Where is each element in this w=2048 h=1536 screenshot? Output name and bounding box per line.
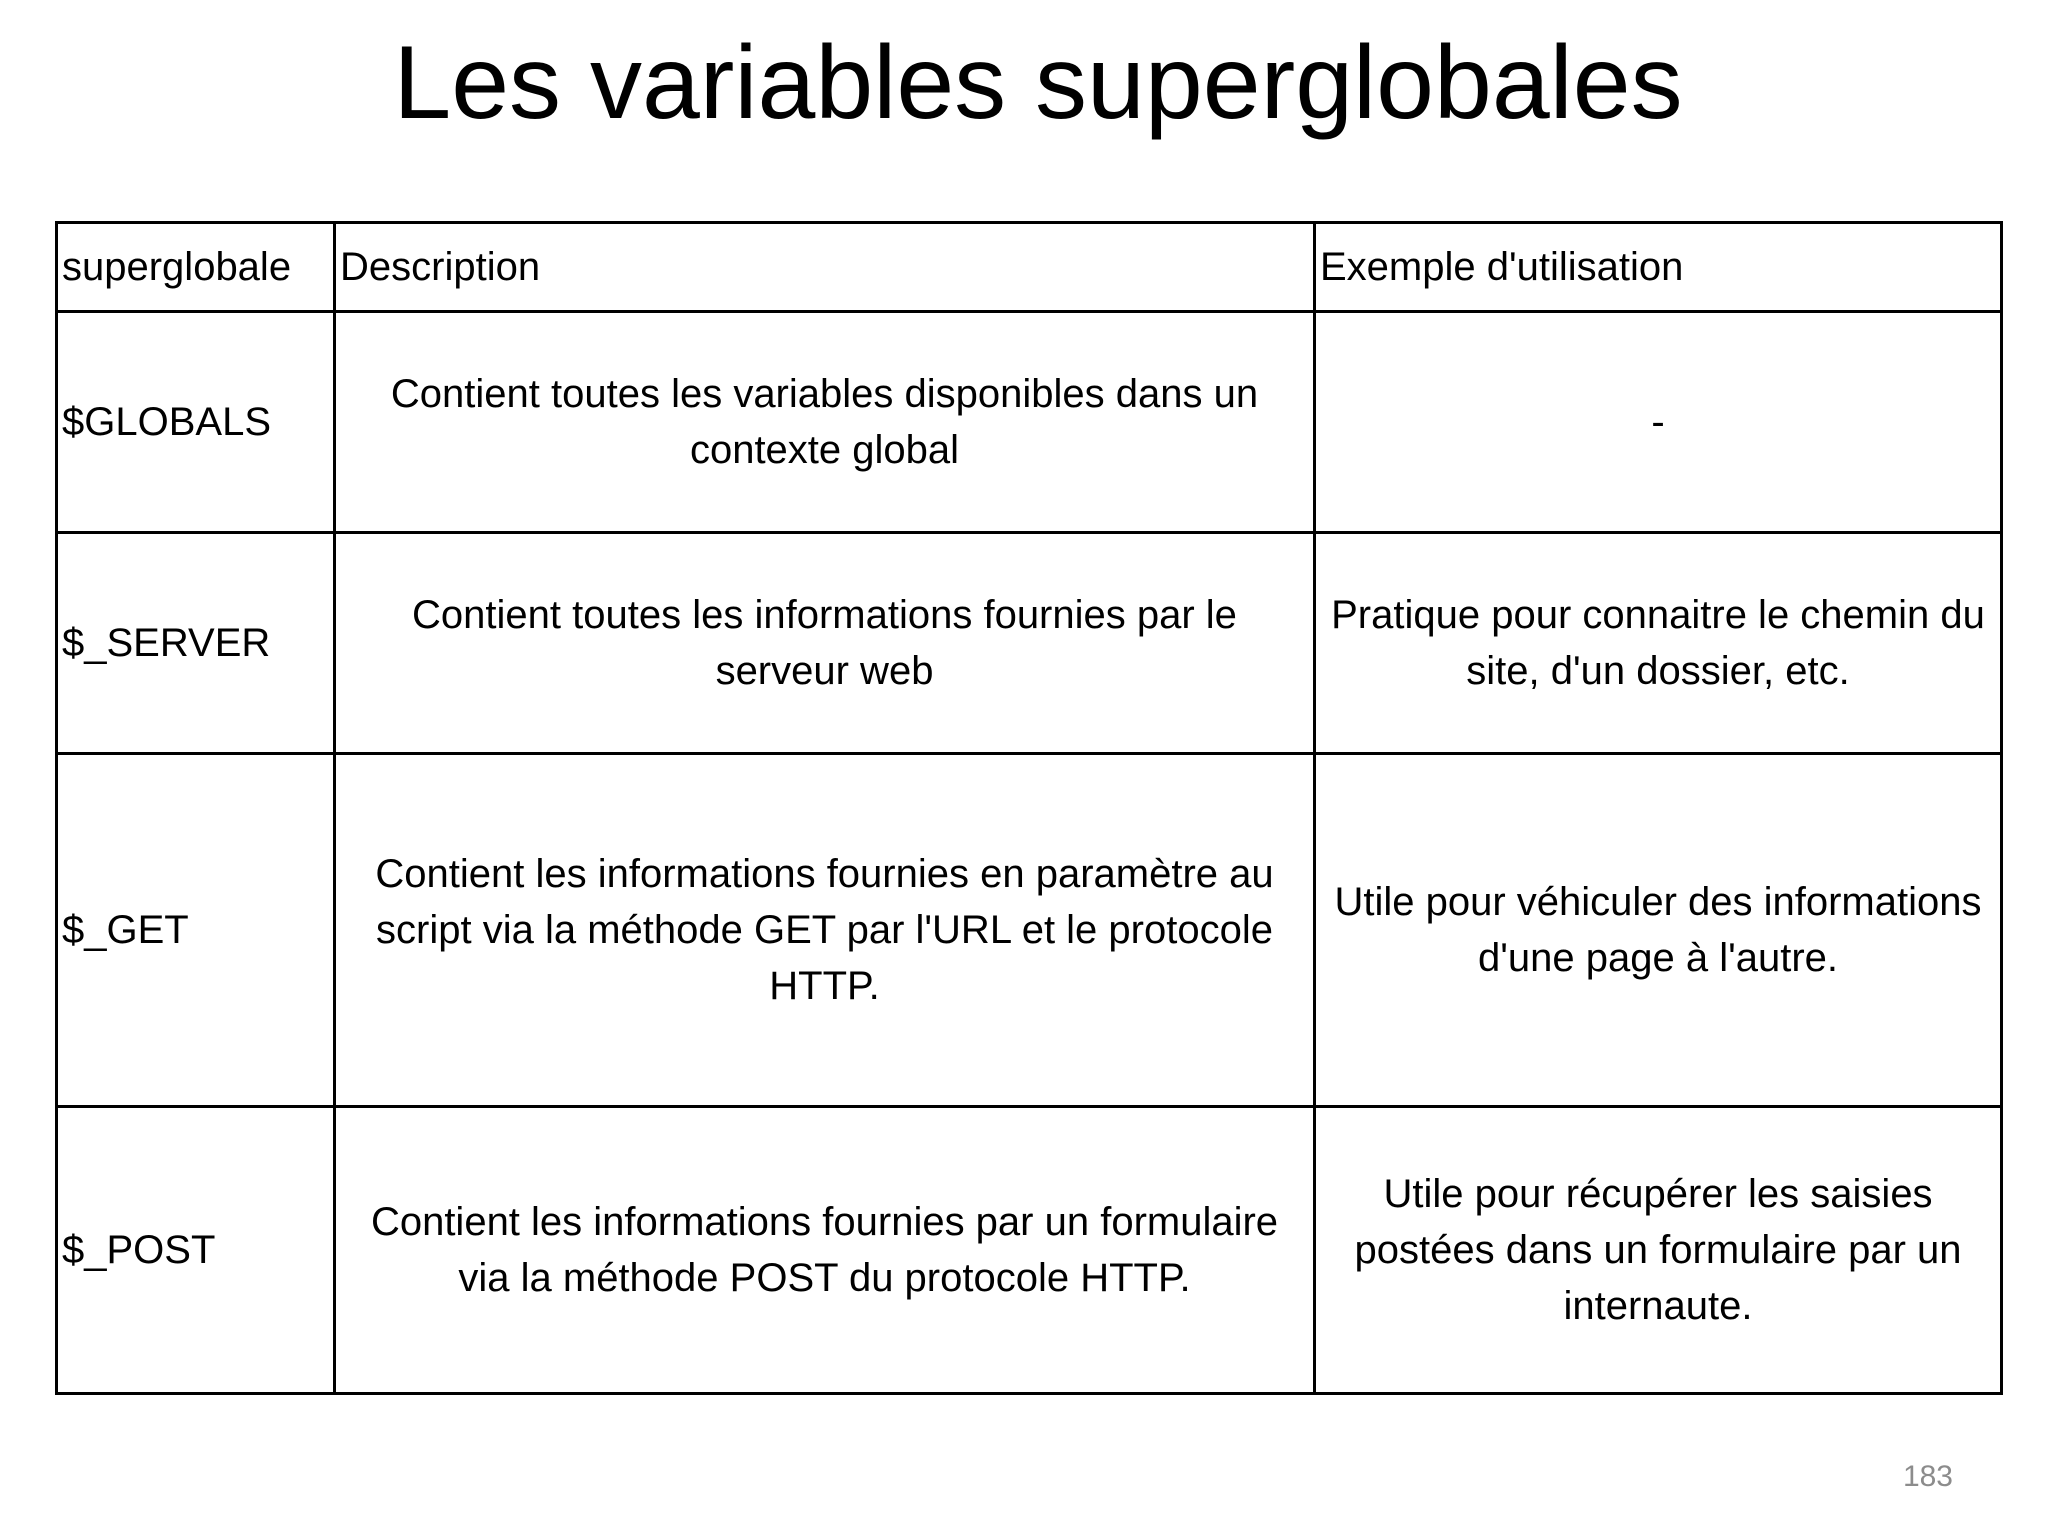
superglobal-description: Contient toutes les informations fournies par le serveur web bbox=[335, 533, 1315, 754]
header-example: Exemple d'utilisation bbox=[1315, 223, 2002, 312]
header-superglobale: superglobale bbox=[57, 223, 335, 312]
table-row bbox=[57, 1107, 2002, 1394]
superglobal-name: $GLOBALS bbox=[57, 312, 335, 533]
superglobal-description: Contient toutes les variables disponibles dans un contexte global bbox=[335, 312, 1315, 533]
table-header-row bbox=[57, 223, 2002, 312]
superglobals-table bbox=[55, 221, 2003, 1395]
superglobal-name: $_SERVER bbox=[57, 533, 335, 754]
page-number: 183 bbox=[1902, 1460, 1953, 1493]
superglobal-example: Pratique pour connaitre le chemin du site, d'un dossier, etc. bbox=[1315, 533, 2002, 754]
table-row bbox=[57, 312, 2002, 533]
superglobal-example: - bbox=[1315, 312, 2002, 533]
superglobal-description: Contient les informations fournies en paramètre au script via la méthode GET par l'URL et le protocole HTTP. bbox=[335, 754, 1315, 1107]
header-description: Description bbox=[335, 223, 1315, 312]
superglobal-name: $_GET bbox=[57, 754, 335, 1107]
table-row bbox=[57, 754, 2002, 1107]
superglobal-name: $_POST bbox=[57, 1107, 335, 1394]
table-row bbox=[57, 533, 2002, 754]
superglobal-description: Contient les informations fournies par un formulaire via la méthode POST du protocole HTTP. bbox=[335, 1107, 1315, 1394]
superglobal-example: Utile pour véhiculer des informations d'une page à l'autre. bbox=[1315, 754, 2002, 1107]
superglobal-example: Utile pour récupérer les saisies postées dans un formulaire par un internaute. bbox=[1315, 1107, 2002, 1394]
slide-title: Les variables superglobales bbox=[393, 25, 1683, 141]
